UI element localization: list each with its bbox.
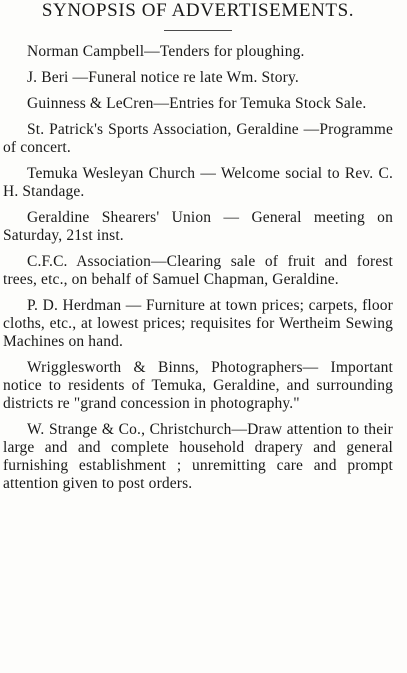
advertisement-entry-6: Geraldine Shearers' Union — General meeting on Saturday, 21st inst. [3,209,393,244]
advertisement-entry-10: W. Strange & Co., Christchurch—Draw attention to their large and and complete household drapery and general furnishing establishment ; unremitting care and prompt attention given to post orders. [3,421,393,492]
advertisement-list [3,43,393,493]
advertisement-entry-3: Guinness & LeCren—Entries for Temuka Stock Sale. [27,95,367,112]
advertisement-entry-8: P. D. Herdman — Furniture at town prices; carpets, floor cloths, etc., at lowest prices; requisites for Wertheim Sewing Machines on hand. [3,297,393,350]
advertisement-entry-9: Wrigglesworth & Binns, Photographers— Important notice to residents of Temuka, Geraldine, and surrounding districts re "grand concession in photography." [3,359,393,412]
heading-divider [164,30,232,31]
advertisement-entry-2: J. Beri —Funeral notice re late Wm. Story. [27,69,299,86]
advertisement-entry-5: Temuka Wesleyan Church — Welcome social to Rev. C. H. Standage. [3,165,393,200]
advertisement-entry-4: St. Patrick's Sports Association, Geraldine —Programme of concert. [3,121,393,156]
advertisement-entry-7: C.F.C. Association—Clearing sale of fruit and forest trees, etc., on behalf of Samuel Chapman, Geraldine. [3,253,393,288]
column-heading: SYNOPSIS OF ADVERTISEMENTS. [41,0,355,21]
advertisement-entry-1: Norman Campbell—Tenders for ploughing. [27,43,305,60]
